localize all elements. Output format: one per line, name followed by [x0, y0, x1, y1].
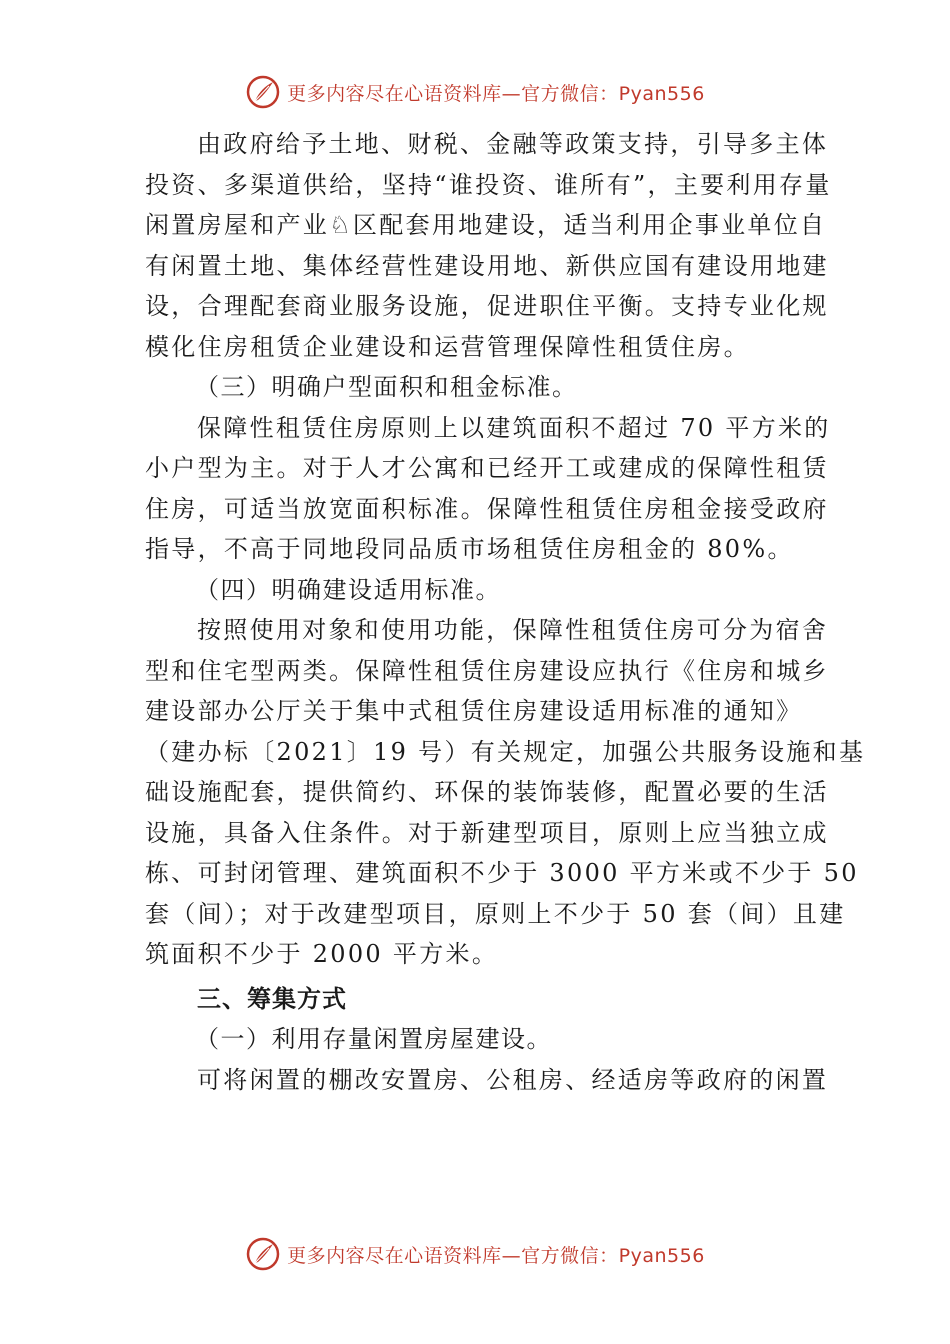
text-line: 保障性租赁住房原则上以建筑面积不超过 70 平方米的: [197, 413, 831, 442]
header-watermark-text: 更多内容尽在心语资料库—官方微信：Pyan556: [287, 82, 705, 105]
text-line: 筑面积不少于 2000 平方米。: [145, 940, 499, 968]
text-line: 础设施配套，提供简约、环保的装饰装修，配置必要的生活: [145, 778, 829, 806]
section-subheading: （一）利用存量闲置房屋建设。: [195, 1025, 552, 1053]
text-line: 有闲置土地、集体经营性建设用地、新供应国有建设用地建: [145, 251, 829, 280]
body-paragraph: [145, 408, 831, 570]
feather-pen-logo-icon: [245, 1236, 281, 1272]
footer-watermark-text: 更多内容尽在心语资料库—官方微信：Pyan556: [287, 1244, 705, 1267]
header-watermark-banner: [0, 70, 950, 114]
section-subheading: （四）明确建设适用标准。: [195, 575, 501, 604]
body-paragraph: [145, 1060, 829, 1101]
text-line: 按照使用对象和使用功能，保障性租赁住房可分为宿舍: [197, 616, 829, 644]
text-line: 小户型为主。对于人才公寓和已经开工或建成的保障性租赁: [145, 454, 829, 482]
text-line: 设，合理配套商业服务设施，促进职住平衡。支持专业化规: [145, 292, 829, 320]
section-heading: 三、筹集方式: [197, 984, 347, 1013]
text-line: 住房，可适当放宽面积标准。保障性租赁住房租金接受政府: [145, 494, 829, 523]
text-line: 栋、可封闭管理、建筑面积不少于 3000 平方米或不少于 50: [145, 859, 859, 887]
text-line: 型和住宅型两类。保障性租赁住房建设应执行《住房和城乡: [145, 656, 829, 685]
document-body: [145, 124, 866, 1100]
footer-watermark-banner: [0, 1232, 950, 1276]
text-line: 设施，具备入住条件。对于新建型项目，原则上应当独立成: [145, 818, 829, 847]
text-line: 由政府给予土地、财税、金融等政策支持，引导多主体: [197, 130, 829, 158]
text-line: 套（间）；对于改建型项目，原则上不少于 50 套（间）且建: [145, 899, 846, 928]
text-line: （建办标〔2021〕19 号）有关规定，加强公共服务设施和基: [145, 737, 866, 766]
text-line: 建设部办公厅关于集中式租赁住房建设适用标准的通知》: [145, 697, 803, 725]
text-line: 可将闲置的棚改安置房、公租房、经适房等政府的闲置: [197, 1065, 829, 1094]
body-paragraph: [145, 124, 832, 367]
section-subheading: （三）明确户型面积和租金标准。: [195, 373, 578, 401]
text-line: 模化住房租赁企业建设和运营管理保障性租赁住房。: [145, 332, 750, 361]
text-line: 投资、多渠道供给，坚持“谁投资、谁所有”，主要利用存量: [145, 170, 832, 199]
text-line: 闲置房屋和产业♘区配套用地建设，适当利用企事业单位自: [145, 211, 827, 239]
text-line: 指导，不高于同地段同品质市场租赁住房租金的 80%。: [145, 535, 794, 563]
body-paragraph: [145, 610, 866, 975]
feather-pen-logo-icon: [245, 74, 281, 110]
